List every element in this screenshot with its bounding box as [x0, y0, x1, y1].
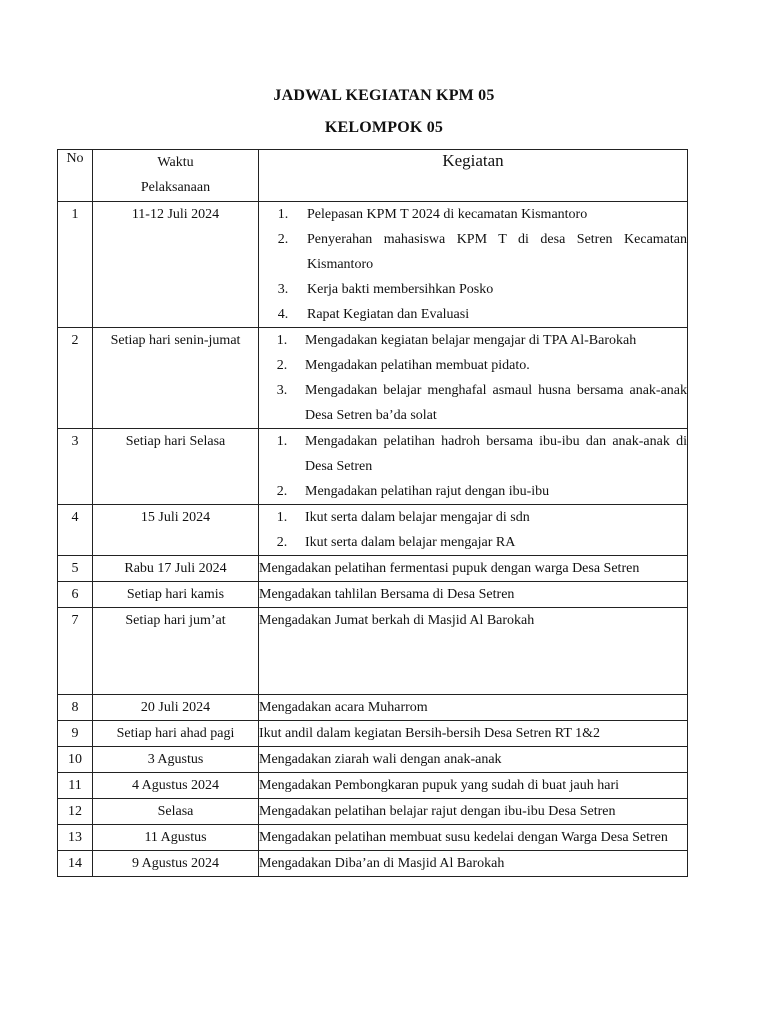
- document-subtitle: KELOMPOK 05: [324, 119, 444, 136]
- activity-item-number: 2.: [277, 232, 289, 247]
- header-no: No: [58, 150, 93, 202]
- activity-text: Mengadakan pelatihan membuat susu kedelai dengan Warga Desa Setren: [259, 830, 668, 845]
- activity-item-text: Pelepasan KPM T 2024 di kecamatan Kismantoro: [307, 207, 588, 222]
- row-waktu: 15 Juli 2024: [93, 505, 259, 556]
- row-kegiatan: [259, 799, 688, 825]
- activity-text: Mengadakan pelatihan fermentasi pupuk dengan warga Desa Setren: [259, 561, 640, 576]
- activity-text: Mengadakan tahlilan Bersama di Desa Setren: [259, 587, 515, 602]
- row-waktu: Rabu 17 Juli 2024: [93, 556, 259, 582]
- activity-text: Mengadakan ziarah wali dengan anak-anak: [259, 752, 502, 767]
- activity-list: [259, 429, 687, 504]
- activity-list: [259, 328, 687, 428]
- activity-item: [259, 530, 687, 555]
- activity-item-text: Mengadakan pelatihan hadroh bersama ibu-ibu dan anak-anak di Desa Setren: [305, 434, 687, 474]
- activity-item: [259, 227, 687, 277]
- row-waktu: 20 Juli 2024: [93, 695, 259, 721]
- header-waktu-line2: Pelaksanaan: [140, 180, 211, 195]
- activity-text: Mengadakan acara Muharrom: [259, 700, 428, 715]
- row-number: 12: [58, 799, 93, 825]
- row-waktu: Selasa: [93, 799, 259, 825]
- row-kegiatan: [259, 582, 688, 608]
- activity-item: [259, 328, 687, 353]
- activity-item-text: Ikut serta dalam belajar mengajar RA: [305, 535, 516, 550]
- row-number: 13: [58, 825, 93, 851]
- activity-item-number: 2.: [276, 358, 288, 373]
- row-kegiatan: [259, 773, 688, 799]
- activity-item-number: 1.: [277, 207, 289, 222]
- row-number: 5: [58, 556, 93, 582]
- document-title: JADWAL KEGIATAN KPM 05: [273, 87, 495, 104]
- activity-list: [259, 505, 687, 555]
- row-waktu: 11 Agustus: [93, 825, 259, 851]
- activity-item-text: Penyerahan mahasiswa KPM T di desa Setren Kecamatan Kismantoro: [307, 232, 687, 272]
- table-row: [58, 582, 688, 608]
- row-kegiatan: [259, 556, 688, 582]
- table-row: [58, 825, 688, 851]
- activity-item: [259, 353, 687, 378]
- row-waktu: Setiap hari senin-jumat: [93, 328, 259, 429]
- row-waktu: Setiap hari kamis: [93, 582, 259, 608]
- activity-item-number: 3.: [277, 282, 289, 297]
- activity-item-text: Mengadakan pelatihan rajut dengan ibu-ibu: [305, 484, 550, 499]
- row-kegiatan: [259, 721, 688, 747]
- activity-item: [259, 378, 687, 428]
- row-number: 8: [58, 695, 93, 721]
- row-number: 4: [58, 505, 93, 556]
- activity-item-number: 1.: [276, 434, 288, 449]
- row-number: 14: [58, 851, 93, 877]
- header-waktu: [93, 150, 259, 202]
- row-waktu: 11-12 Juli 2024: [93, 202, 259, 328]
- table-body: [58, 202, 688, 877]
- table-row: [58, 721, 688, 747]
- row-kegiatan: [259, 825, 688, 851]
- activity-item: [259, 479, 687, 504]
- row-kegiatan: [259, 851, 688, 877]
- row-number: 11: [58, 773, 93, 799]
- table-row: [58, 773, 688, 799]
- activity-item-text: Kerja bakti membersihkan Posko: [307, 282, 494, 297]
- row-kegiatan: [259, 608, 688, 695]
- activity-item-text: Mengadakan pelatihan membuat pidato.: [305, 358, 530, 373]
- header-waktu-line1: Waktu: [157, 155, 194, 170]
- row-number: 7: [58, 608, 93, 695]
- row-waktu: Setiap hari ahad pagi: [93, 721, 259, 747]
- table-row: [58, 556, 688, 582]
- header-kegiatan: Kegiatan: [259, 150, 688, 202]
- row-kegiatan: [259, 202, 688, 328]
- activity-item-number: 1.: [276, 333, 288, 348]
- row-kegiatan: [259, 328, 688, 429]
- row-waktu: Setiap hari jum’at: [93, 608, 259, 695]
- activity-text: Mengadakan Diba’an di Masjid Al Barokah: [259, 856, 505, 871]
- row-kegiatan: [259, 505, 688, 556]
- table-row: [58, 608, 688, 695]
- table-row: [58, 429, 688, 505]
- row-number: 6: [58, 582, 93, 608]
- table-row: [58, 851, 688, 877]
- row-waktu: Setiap hari Selasa: [93, 429, 259, 505]
- activity-item: [259, 429, 687, 479]
- activity-item-text: Rapat Kegiatan dan Evaluasi: [307, 307, 470, 322]
- table-row: [58, 799, 688, 825]
- row-number: 3: [58, 429, 93, 505]
- row-kegiatan: [259, 747, 688, 773]
- activity-item: [259, 202, 687, 227]
- activity-item: [259, 505, 687, 530]
- row-number: 10: [58, 747, 93, 773]
- table-row: [58, 747, 688, 773]
- activity-text: Mengadakan Pembongkaran pupuk yang sudah di buat jauh hari: [259, 778, 620, 793]
- activity-item-text: Mengadakan belajar menghafal asmaul husna bersama anak-anak Desa Setren ba’da solat: [305, 383, 687, 423]
- table-row: [58, 505, 688, 556]
- activity-text: Mengadakan pelatihan belajar rajut dengan ibu-ibu Desa Setren: [259, 804, 616, 819]
- activity-item: [259, 277, 687, 302]
- row-number: 2: [58, 328, 93, 429]
- activity-text: Ikut andil dalam kegiatan Bersih-bersih Desa Setren RT 1&2: [259, 726, 601, 741]
- row-waktu: 3 Agustus: [93, 747, 259, 773]
- row-kegiatan: [259, 695, 688, 721]
- table-row: [58, 202, 688, 328]
- activity-item: [259, 302, 687, 327]
- table-row: [58, 695, 688, 721]
- schedule-table: [57, 149, 688, 877]
- activity-item-number: 3.: [276, 383, 288, 398]
- activity-item-number: 1.: [276, 510, 288, 525]
- activity-item-number: 2.: [276, 535, 288, 550]
- row-number: 9: [58, 721, 93, 747]
- table-header-row: [58, 150, 688, 202]
- row-waktu: 4 Agustus 2024: [93, 773, 259, 799]
- row-kegiatan: [259, 429, 688, 505]
- activity-item-number: 2.: [276, 484, 288, 499]
- table-row: [58, 328, 688, 429]
- activity-text: Mengadakan Jumat berkah di Masjid Al Barokah: [259, 613, 535, 628]
- activity-item-text: Mengadakan kegiatan belajar mengajar di TPA Al-Barokah: [305, 333, 637, 348]
- row-number: 1: [58, 202, 93, 328]
- row-waktu: 9 Agustus 2024: [93, 851, 259, 877]
- activity-list: [259, 202, 687, 327]
- activity-item-number: 4.: [277, 307, 289, 322]
- activity-item-text: Ikut serta dalam belajar mengajar di sdn: [305, 510, 530, 525]
